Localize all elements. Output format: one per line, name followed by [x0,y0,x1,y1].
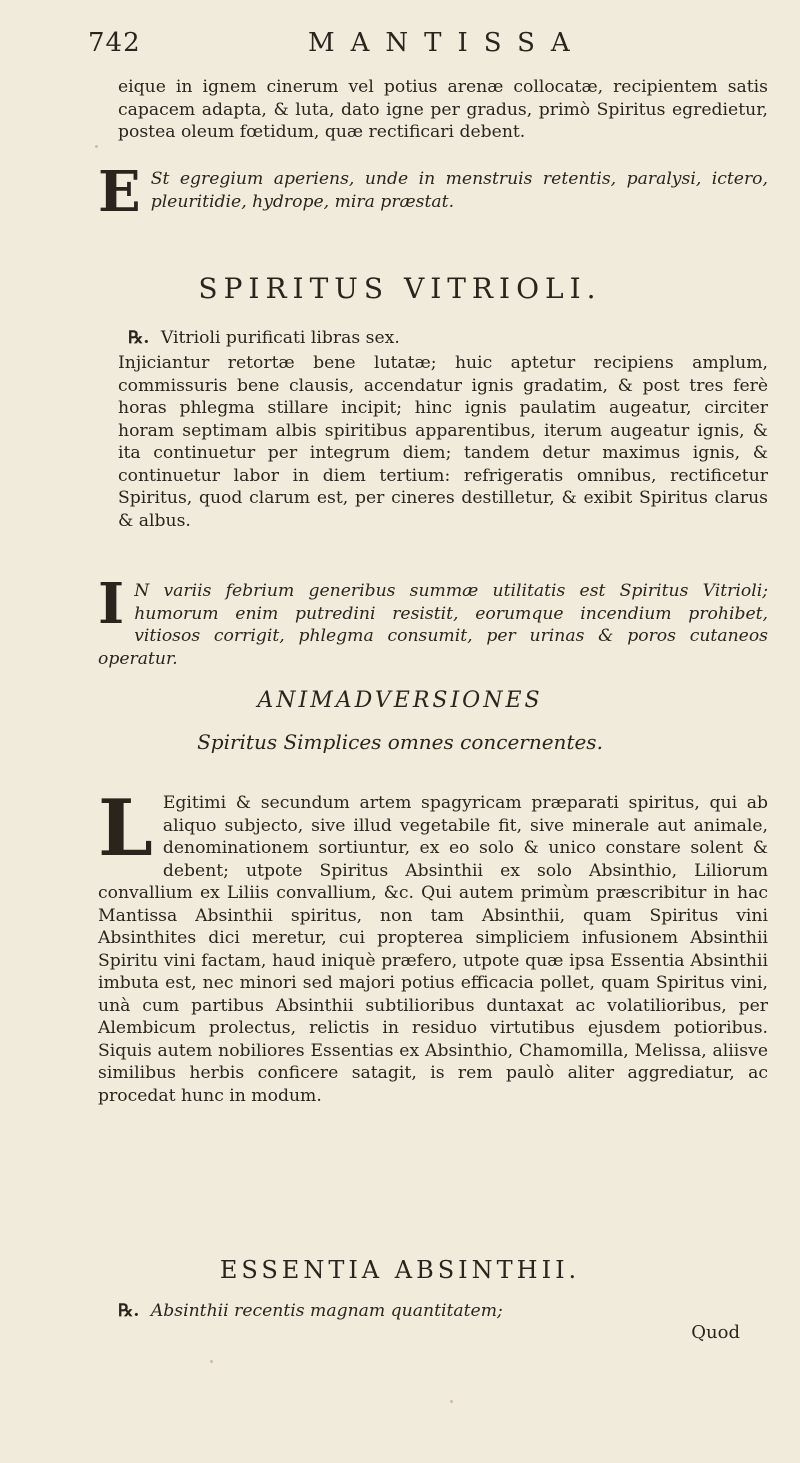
paragraph-3-text: Injiciantur retortæ bene lutatæ; huic aptetur recipiens amplum, commissuris bene clausis, accendatur ignis gradatim, & post tres ferè horas phlegma stillare incipit; hinc ignis paulatim augeatur, circiter horam septimam albis spiritibus apparentibus, iterum augeatur ignis, & ita continuetur per integrum diem; tandem detur maximus ignis, & continuetur labor in diem tertium: refrigeratis omnibus, rectificetur Spiritus, quod clarum est, per cineres destilletur, & exibit Spiritus clarus & albus. [118,353,768,531]
catchword: Quod [691,1322,740,1343]
recipe-symbol: ℞. [118,1301,140,1321]
recipe-symbol: ℞. [128,328,150,348]
heading-spiritus-vitrioli: SPIRITUS VITRIOLI. [198,272,602,305]
paragraph-3 [118,352,768,532]
ink-speck [95,145,98,148]
paragraph-5 [98,783,768,1107]
paragraph-5-text: Egitimi & secundum artem spagyricam præparati spiritus, qui ab aliquo subjecto, sive illud vegetabile fit, sive minerale aut animale, denominationem sortiuntur, ex eo solo & unico constare solent & debent; utpote Spiritus Absinthii ex solo Absinthio, Liliorum convallium ex Liliis convallium, &c. Qui autem primùm præscribitur in hac Mantissa Absinthii spiritus, non tam Absinthii, quam Spiritus vini Absinthites dici meretur, cui propterea simpliciem infusionem Absinthii Spiritu vini factam, haud iniquè præfero, utpote quæ ipsa Essentia Absinthii imbuta est, nec minori sed majori potius efficacia pollet, quam Spiritus vini, unà cum partibus Absinthii subtilioribus duntaxat ac volatilioribus, per Alembicum prolectus, relictis in residuo virtutibus ejusdem potioribus. Siquis autem nobiliores Essentias ex Absinthio, Chamomilla, Melissa, aliisve similibus herbis conficere satagit, is rem paulò aliter aggrediatur, ac procedat hunc in modum. [98,793,768,1106]
heading-animadversiones: ANIMADVERSIONES [257,688,543,713]
ink-speck [210,1360,213,1363]
ink-speck [450,1400,453,1403]
page-number: 742 [88,28,141,58]
page-header [88,28,760,68]
recipe-text: Absinthii recentis magnam quantitatem; [150,1301,503,1321]
paragraph-1 [118,76,768,144]
recipe-text: Vitrioli purificati libras sex. [160,328,400,348]
subheading-concernentes: Spiritus Simplices omnes concernentes. [197,730,603,754]
recipe-line-1 [118,327,768,350]
paragraph-2-text: St egregium aperiens, unde in menstruis retentis, paralysi, ictero, pleuritidie, hydrope, mira præstat. [150,169,768,212]
paragraph-1-text: eique in ignem cinerum vel potius arenæ collocatæ, recipientem satis capacem adapta, & luta, dato igne per gradus, primò Spiritus egredietur, postea oleum fœtidum, quæ rectificari debent. [118,77,768,142]
running-title: MANTISSA [308,28,586,58]
drop-cap: I [98,571,125,637]
paragraph-4-text: N variis febrium generibus summæ utilitatis est Spiritus Vitrioli; humorum enim putredini resistit, eorumque incendium prohibet, vitiosos corrigit, phlegma consumit, per urinas & poros cutaneos operatur. [98,581,768,669]
drop-cap: E [98,159,141,225]
heading-essentia-absinthii: ESSENTIA ABSINTHII. [219,1256,581,1284]
drop-cap: L [98,783,153,874]
paragraph-4 [98,571,768,670]
recipe-line-2 [118,1300,768,1323]
paragraph-2 [98,159,768,225]
